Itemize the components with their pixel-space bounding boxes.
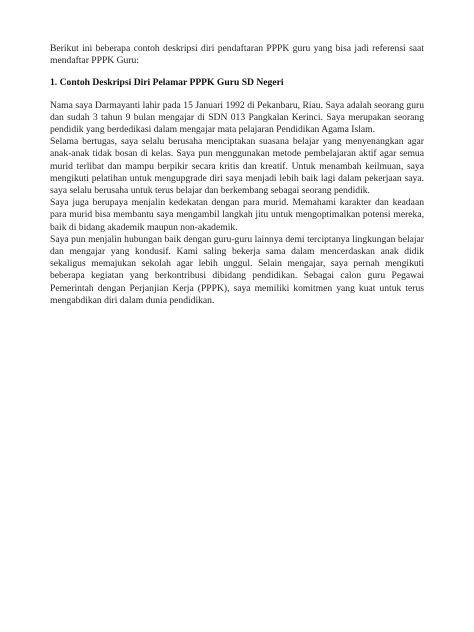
body-paragraph-2: Selama bertugas, saya selalu berusaha menciptakan suasana belajar yang menyenangkan agar anak-anak tidak bosan di kelas. Saya pun menggunakan metode pembelajaran aktif agar semua murid terlibat dan mampu berpikir secara kritis dan kreatif. Untuk menambah keilmuan, saya mengikuti pelatihan untuk mengupgrade diri saya menjadi lebih baik lagi dalam pekerjaan saya. saya selalu berusaha untuk terus belajar dan berkembang sebagai seorang pendidik.	[50, 136, 424, 197]
section-heading: 1. Contoh Deskripsi Diri Pelamar PPPK Guru SD Negeri	[50, 77, 284, 89]
body-paragraph-4: Saya pun menjalin hubungan baik dengan guru-guru lainnya demi terciptanya lingkungan belajar dan mengajar yang kondusif. Kami saling bekerja sama dalam mencerdaskan anak didik sekaligus memajukan sekolah agar lebih unggul. Selain mengajar, saya pernah mengikuti beberapa kegiatan yang berkontribusi dibidang pendidikan. Sebagai calon guru Pegawai Pemerintah dengan Perjanjian Kerja (PPPK), saya memiliki komitmen yang kuat untuk terus mengabdikan diri dalam dunia pendidikan.	[50, 233, 424, 306]
intro-paragraph: Berikut ini beberapa contoh deskripsi diri pendaftaran PPPK guru yang bisa jadi referensi saat mendaftar PPPK Guru:	[50, 43, 424, 67]
body-paragraph-1: Nama saya Darmayanti lahir pada 15 Januari 1992 di Pekanbaru, Riau. Saya adalah seorang guru dan sudah 3 tahun 9 bulan mengajar di SDN 013 Pangkalan Kerinci. Saya merupakan seorang pendidik yang berdedikasi dalam mengajar mata pelajaran Pendidikan Agama Islam.	[50, 99, 424, 136]
body-paragraph-3: Saya juga berupaya menjalin kedekatan dengan para murid. Memahami karakter dan keadaan para murid bisa membantu saya mengambil langkah jitu untuk mengoptimalkan potensi mereka, baik di bidang akademik maupun non-akademik.	[50, 197, 424, 233]
document-body	[50, 43, 424, 307]
